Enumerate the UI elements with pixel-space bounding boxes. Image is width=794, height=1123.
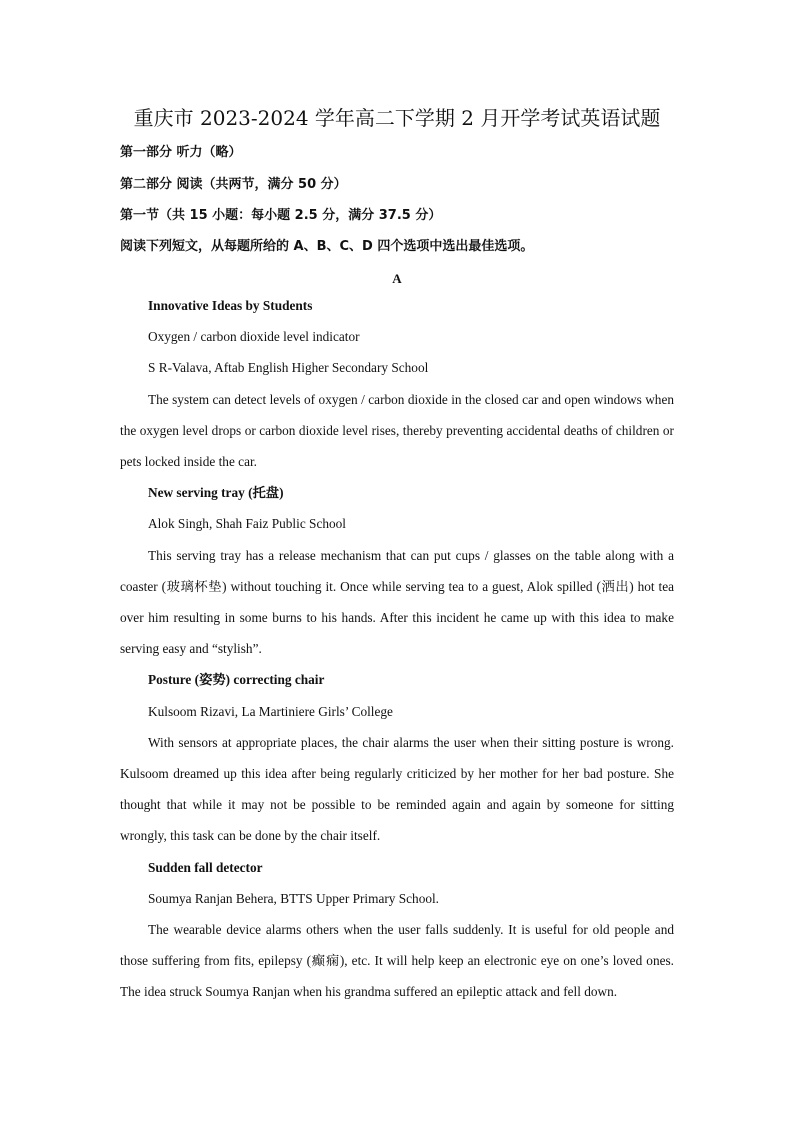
passage-heading: Innovative Ideas by Students [148,298,313,313]
item-author: Soumya Ranjan Behera, BTTS Upper Primary School. [148,890,440,906]
item-description: The wearable device alarms others when the user falls suddenly. It is useful for old people and those suffering from fits, epilepsy (癫痫), etc. It will help keep an electronic eye on one’s loved ones. The idea struck Soumya Ranjan when his grandma suffered an epileptic attack and fell down. [120,922,674,1000]
section1-heading: 第一节（共 15 小题：每小题 2.5 分，满分 37.5 分） [120,208,442,223]
item-author: Alok Singh, Shah Faiz Public School [148,516,346,532]
item-title: New serving tray (托盘) [148,485,284,501]
part1-heading: 第一部分 听力（略） [120,145,242,160]
item-author: S R-Valava, Aftab English Higher Secondary School [148,360,429,376]
item-title: Oxygen / carbon dioxide level indicator [148,329,360,345]
item-title: Posture (姿势) correcting chair [148,672,325,688]
item-title: Sudden fall detector [148,859,263,875]
item-description: The system can detect levels of oxygen / carbon dioxide in the closed car and open windows when the oxygen level drops or carbon dioxide level rises, thereby preventing accidental deaths of children or pets locked inside the car. [120,391,674,470]
part2-heading: 第二部分 阅读（共两节，满分 50 分） [120,177,347,192]
passage-body [120,290,674,1008]
page-title: 重庆市 2023-2024 学年高二下学期 2 月开学考试英语试题 [133,106,661,130]
item-author: Kulsoom Rizavi, La Martiniere Girls’ College [148,703,393,719]
item-description: This serving tray has a release mechanism that can put cups / glasses on the table along with a coaster (玻璃杯垫) without touching it. Once while serving tea to a guest, Alok spilled (洒出) hot tea over him resulting in some burns to his hands. After this incident he came up with this idea to make serving easy and “stylish”. [120,547,674,657]
item-description: With sensors at appropriate places, the chair alarms the user when their sitting posture is wrong. Kulsoom dreamed up this idea after being regularly criticized by her mother for her bad posture. She thought that while it may not be possible to be reminded again and again by someone for sitting wrongly, this task can be done by the chair itself. [120,734,674,844]
instruction-text: 阅读下列短文，从每题所给的 A、B、C、D 四个选项中选出最佳选项。 [120,239,534,254]
passage-letter: A [392,271,402,286]
